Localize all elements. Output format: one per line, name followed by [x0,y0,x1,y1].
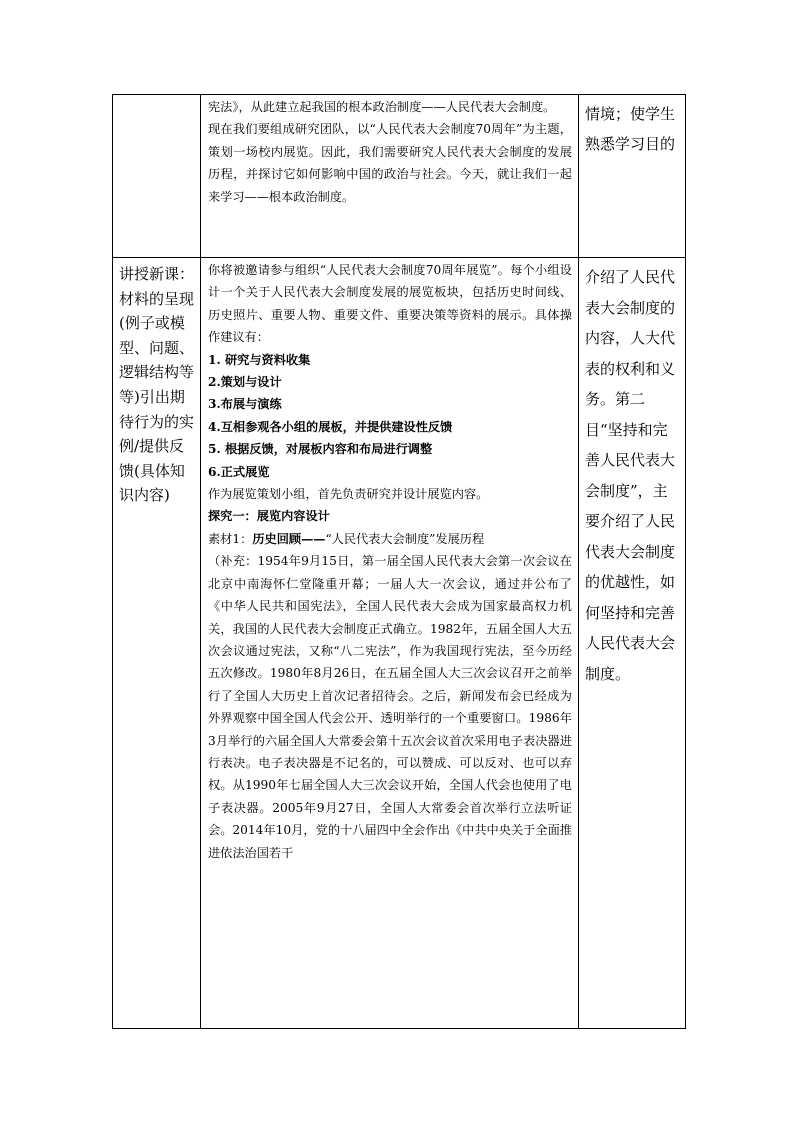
step-item: 5. 根据反馈，对展板内容和布局进行调整 [208,442,433,457]
material-bold: 历史回顾—— [252,531,326,546]
row2-activity-cell [201,258,579,1029]
step-item: 4.互相参观各小组的展板，并提供建设性反馈 [208,419,453,434]
row1-purpose-cell: 情境；使学生熟悉学习目的 [579,95,686,258]
step-item: 6.正式展览 [208,464,270,479]
material-line [208,528,572,550]
row2-stage-cell: 讲授新课：材料的呈现(例子或模型、问题、逻辑结构等等)引出期待行为的实例/提供反馈(具体知识内容) [113,258,201,1029]
inquiry-title: 探究一：展览内容设计 [208,509,330,524]
paragraph: 宪法》，从此建立起我国的根本政治制度——人民代表大会制度。 [208,100,556,114]
lesson-plan-table [112,94,686,1029]
intro-text: 你将被邀请参与组织“人民代表大会制度70周年展览”。每个小组设计一个关于人民代表大会制度发展的展览板块，包括历史时间线、历史照片、重要人物、重要文件、重要决策等资料的展示。具体操作建议有： [208,263,572,345]
material-rest: “人民代表大会制度”发展历程 [325,531,485,546]
step-item: 3.布展与演练 [208,397,282,412]
paragraph: 现在我们要组成研究团队，以“人民代表大会制度70周年”为主题，策划一场校内展览。因此，我们需要研究人民代表大会制度的发展历程，并探讨它如何影响中国的政治与社会。今天，就让我们一起来学习——根本政治制度。 [208,122,572,204]
row2-purpose-cell: 介绍了人民代表大会制度的内容，人大代表的权利和义务。第二目“坚持和完善人民代表大会制度”，主要介绍了人民代表大会制度的优越性，如何坚持和完善人民代表大会制度。 [579,258,686,1029]
step-item: 2.策划与设计 [208,375,282,390]
table-row [113,95,686,258]
material-prefix: 素材1： [208,531,253,546]
task-text: 作为展览策划小组，首先负责研究并设计展览内容。 [208,487,489,502]
step-item: 1. 研究与资料收集 [208,352,311,367]
supplement-text: （补充：1954年9月15日，第一届全国人民代表大会第一次会议在北京中南海怀仁堂隆重开幕；一届人大一次会议，通过并公布了《中华人民共和国宪法》，全国人民代表大会成为国家最高权力机关，我国的人民代表大会制度正式确立。1982年，五届全国人大五次会议通过宪法，又称“八二宪法”，作为我国现行宪法，至今历经五次修改。1980年8月26日，在五届全国人大三次会议召开之前举行了全国人大历史上首次记者招待会。之后，新闻发布会已经成为外界观察中国全国人代会公开、透明举行的一个重要窗口。1986年3月举行的六届全国人大常委会第十五次会议首次采用电子表决器进行表决。电子表决器是不记名的，可以赞成、可以反对、也可以弃权。从1990年七届全国人大三次会议开始，全国人代会也使用了电子表决器。2005年9月27日，全国人大常委会首次举行立法听证会。2014年10月，党的十八届四中全会作出《中共中央关于全面推进依法治国若干 [208,554,572,860]
table-row [113,258,686,1029]
row1-activity-cell [201,95,579,258]
row1-stage-cell [113,95,201,258]
